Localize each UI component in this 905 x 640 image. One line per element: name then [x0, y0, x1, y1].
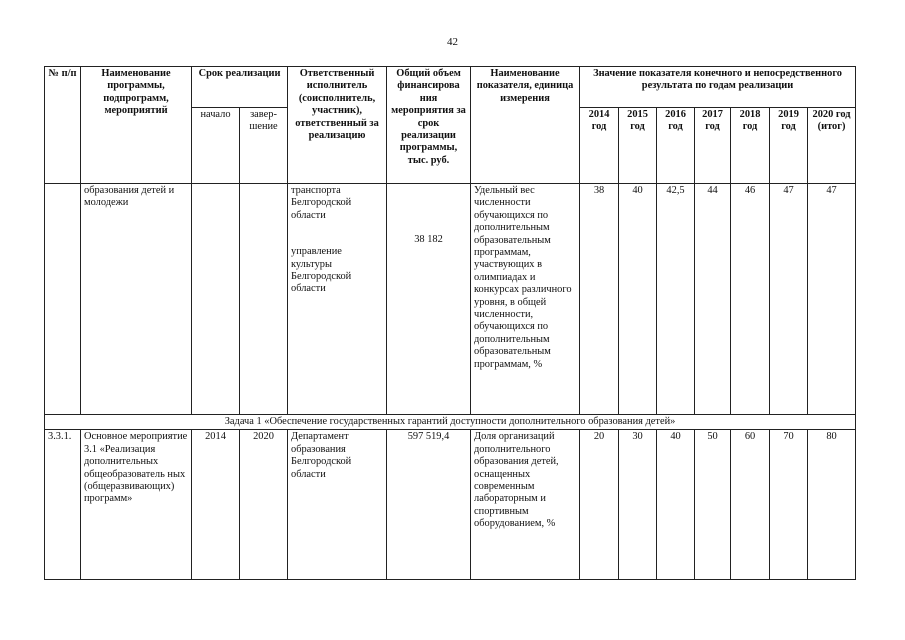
row1-value-2015: 40 [619, 184, 657, 415]
row1-finance: 38 182 [414, 234, 443, 245]
task-row [45, 415, 856, 430]
row1-value-2018: 46 [731, 184, 770, 415]
row1-start [192, 184, 240, 415]
row2-indicator: Доля организаций дополнительного образования детей, оснащенных современным лабораторным и спортивным оборудованием, % [471, 430, 580, 580]
table-row [45, 184, 856, 415]
header-year-2020: 2020 год (итог) [808, 108, 856, 184]
header-year-2017: 2017 год [695, 108, 731, 184]
row2-num: 3.3.1. [45, 430, 81, 580]
row2-responsible: Департамент образования Белгородской области [288, 430, 387, 580]
row1-value-2019: 47 [770, 184, 808, 415]
header-year-2018: 2018 год [731, 108, 770, 184]
task-1-title: Задача 1 «Обеспечение государственных гарантий доступности дополнительного образования детей» [45, 415, 856, 430]
row1-responsible [288, 184, 387, 415]
row1-name: образования детей и молодежи [81, 184, 192, 415]
row1-value-2016: 42,5 [657, 184, 695, 415]
row1-end [240, 184, 288, 415]
header-num: № п/п [45, 67, 81, 184]
row2-end: 2020 [240, 430, 288, 580]
page-number: 42 [447, 36, 458, 48]
row2-value-2015: 30 [619, 430, 657, 580]
row2-value-2018: 60 [731, 430, 770, 580]
row1-responsible-2: управление культуры Белгородской области [291, 246, 352, 295]
program-table [44, 66, 856, 580]
header-year-2014: 2014 год [580, 108, 619, 184]
header-year-2019: 2019 год [770, 108, 808, 184]
row1-responsible-1: транспорта Белгородской области [291, 185, 352, 221]
row2-value-2014: 20 [580, 430, 619, 580]
header-year-2015: 2015 год [619, 108, 657, 184]
row1-finance-cell [387, 184, 471, 415]
header-finance: Общий объем финансирова ния мероприятия за срок реализации программы, тыс. руб. [387, 67, 471, 184]
row2-start: 2014 [192, 430, 240, 580]
row1-indicator: Удельный вес численности обучающихся по дополнительным образовательным программам, участвующих в олимпиадах и конкурсах различного уровня, в общей численности, обучающихся по дополнительным образовательным программам, % [471, 184, 580, 415]
header-start: начало [192, 108, 240, 184]
row2-value-2020: 80 [808, 430, 856, 580]
header-values: Значение показателя конечного и непосредственного результата по годам реализации [580, 67, 856, 108]
table-row [45, 430, 856, 580]
row2-value-2017: 50 [695, 430, 731, 580]
row2-finance: 597 519,4 [387, 430, 471, 580]
row2-name: Основное мероприятие 3.1 «Реализация дополнительных общеобразователь ных (общеразвивающих) программ» [81, 430, 192, 580]
row1-value-2017: 44 [695, 184, 731, 415]
header-term: Срок реализации [192, 67, 288, 108]
row1-value-2014: 38 [580, 184, 619, 415]
row2-value-2016: 40 [657, 430, 695, 580]
row2-value-2019: 70 [770, 430, 808, 580]
row1-num [45, 184, 81, 415]
header-end: завер-шение [240, 108, 288, 184]
header-row-1 [45, 67, 856, 108]
header-indicator: Наименование показателя, единица измерения [471, 67, 580, 184]
header-responsible: Ответственный исполнитель (соисполнитель, участник), ответственный за реализацию [288, 67, 387, 184]
row1-value-2020: 47 [808, 184, 856, 415]
header-name: Наименование программы, подпрограмм, мероприятий [81, 67, 192, 184]
header-year-2016: 2016 год [657, 108, 695, 184]
